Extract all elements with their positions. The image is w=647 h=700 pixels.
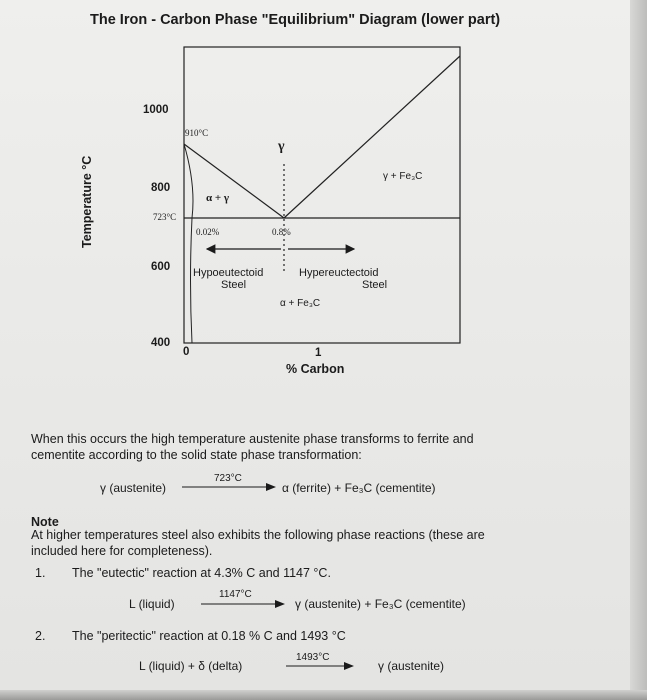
temp-910-label: 910°C: [185, 128, 209, 138]
y-tick-1000: 1000: [143, 104, 169, 116]
note-line1: At higher temperatures steel also exhibits the following phase reactions (these are: [31, 528, 485, 542]
pct-002-label: 0.02%: [196, 227, 220, 237]
item2-text: The "peritectic" reaction at 0.18 % C and 1493 °C: [72, 629, 346, 643]
eq3-arrow: [284, 659, 359, 673]
para1-line1: When this occurs the high temperature austenite phase transforms to ferrite and: [31, 432, 474, 446]
eq3-left: L (liquid) + δ (delta): [139, 659, 243, 673]
eq1-right: α (ferrite) + Fe₃C (cementite): [282, 481, 436, 495]
page-edge-right: [630, 0, 647, 700]
eq1-arrow: [180, 480, 280, 494]
eq2-left: L (liquid): [129, 597, 175, 611]
region-gamma-label: γ: [278, 139, 285, 154]
y-tick-400: 400: [151, 337, 171, 349]
y-tick-600: 600: [151, 261, 171, 273]
eq1-left: γ (austenite): [100, 481, 167, 495]
region-alpha-fe3c-label: α + Fe₃C: [280, 298, 321, 309]
hypereutectoid-steel-label: Steel: [362, 279, 388, 291]
eq3-right: γ (austenite): [378, 659, 445, 673]
ferrite-solvus: [184, 144, 193, 343]
region-alpha-gamma-label: α + γ: [206, 192, 230, 204]
y-tick-800: 800: [151, 182, 171, 194]
y-axis-label: Temperature °C: [80, 155, 94, 248]
note-line2: included here for completeness).: [31, 544, 213, 558]
para1-line2: cementite according to the solid state phase transformation:: [31, 448, 362, 462]
acm-line: [284, 56, 460, 218]
hypoeutectoid-label: Hypoeutectoid: [193, 267, 264, 279]
hypoeutectoid-steel-label: Steel: [221, 279, 247, 291]
item1-number: 1.: [35, 566, 46, 580]
note-heading: Note: [31, 515, 59, 529]
x-tick-0: 0: [183, 346, 190, 358]
page-edge-bottom: [0, 690, 647, 700]
hypereutectoid-label: Hypereuctectoid: [299, 267, 379, 279]
eq3-temp: 1493°C: [296, 652, 330, 663]
item1-text: The "eutectic" reaction at 4.3% C and 1147 °C.: [72, 566, 331, 580]
eq2-temp: 1147°C: [219, 589, 252, 600]
pct-08-label: 0.8%: [272, 227, 291, 237]
item2-number: 2.: [35, 629, 46, 643]
eq2-arrow: [199, 597, 289, 611]
region-gamma-fe3c-label: γ + Fe₃C: [383, 171, 423, 182]
a3-line: [184, 144, 284, 218]
x-tick-1: 1: [315, 347, 322, 359]
diagram-title: The Iron - Carbon Phase "Equilibrium" Diagram (lower part): [90, 12, 501, 28]
eq2-right: γ (austenite) + Fe₃C (cementite): [295, 597, 466, 611]
eq1-temp: 723°C: [214, 473, 242, 484]
temp-723-label: 723°C: [153, 212, 177, 222]
x-axis-label: % Carbon: [286, 362, 345, 376]
